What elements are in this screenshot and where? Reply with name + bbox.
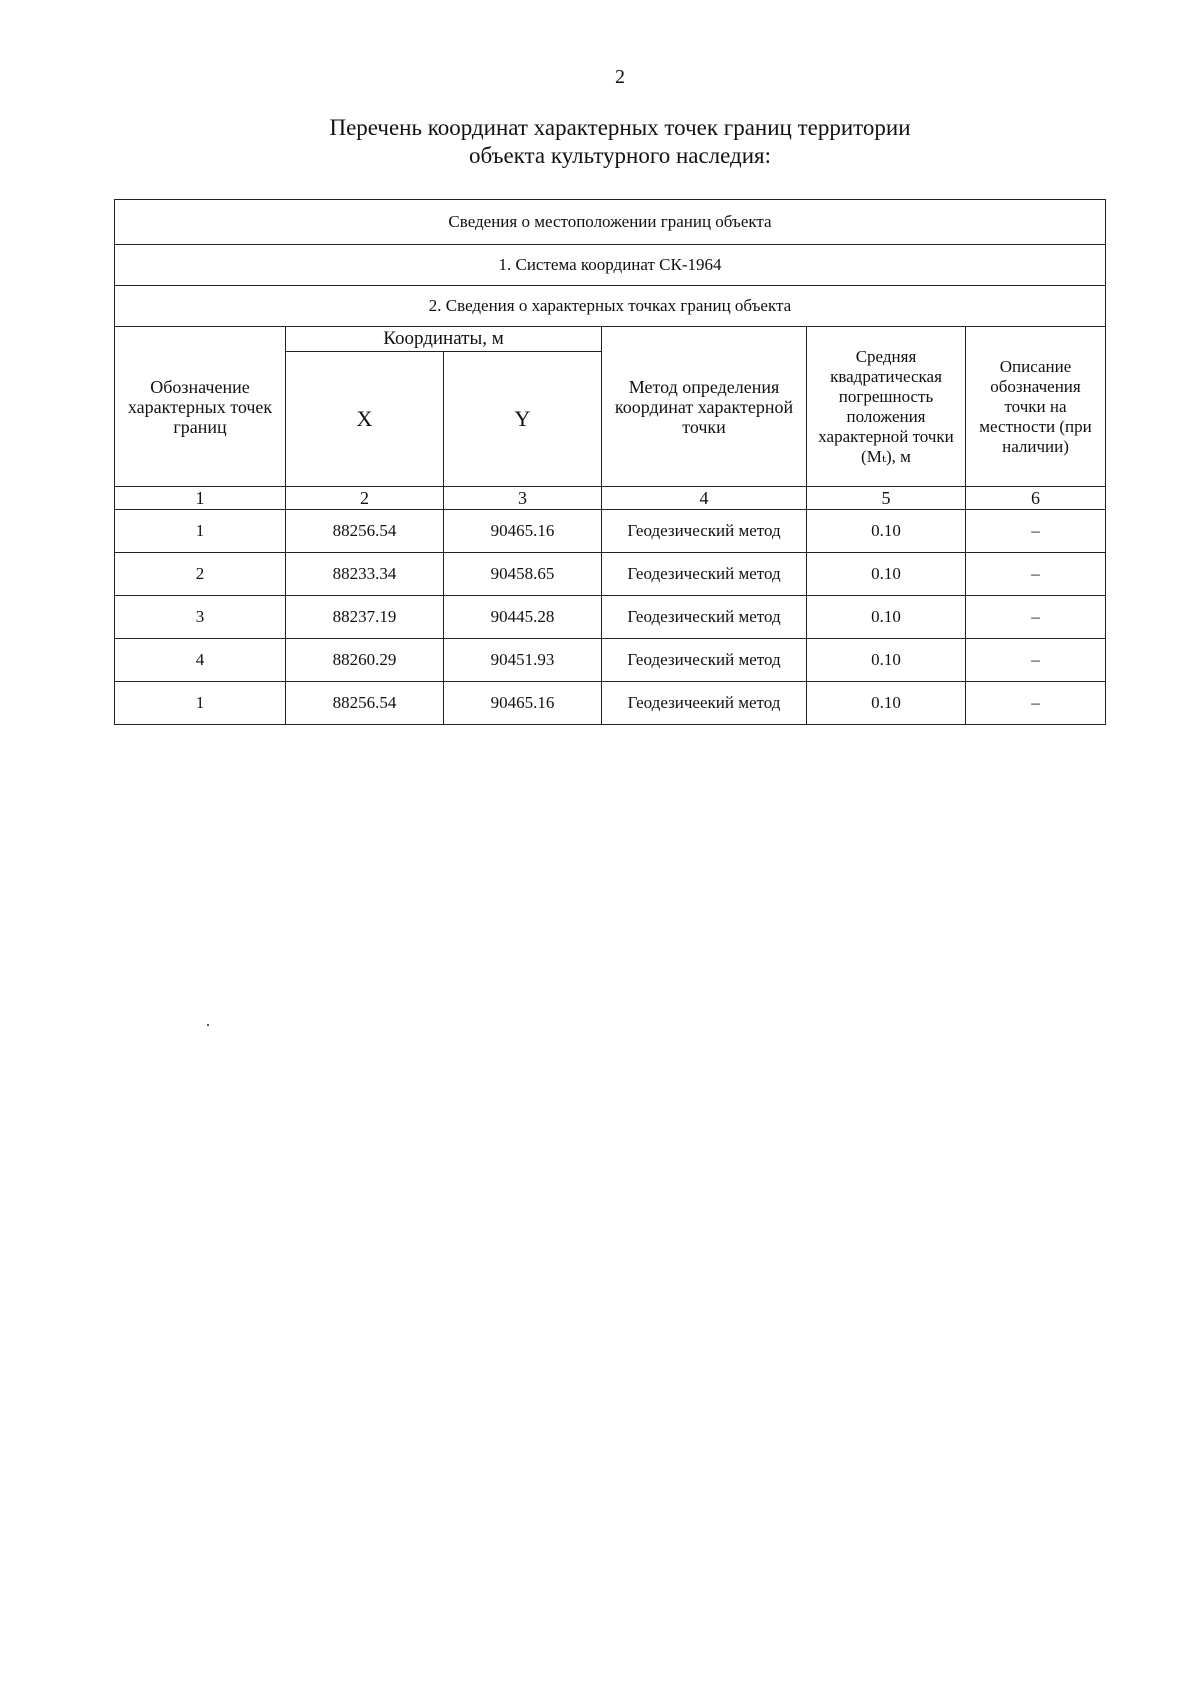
section-header: Сведения о местоположении границ объекта xyxy=(115,200,1106,245)
points-header-row xyxy=(115,286,1106,327)
table-row xyxy=(115,553,1106,596)
document-title-line-2: объекта культурного наследия: xyxy=(468,143,772,168)
column-header-coordinates: Координаты, м xyxy=(286,327,602,352)
coordinates-table xyxy=(114,199,1106,725)
x-coordinate: 88256.54 xyxy=(286,510,444,553)
table-row xyxy=(115,639,1106,682)
x-coordinate: 88260.29 xyxy=(286,639,444,682)
mean-square-error: 0.10 xyxy=(807,596,966,639)
table-row xyxy=(115,510,1106,553)
point-designation: 1 xyxy=(115,682,286,725)
point-designation: 1 xyxy=(115,510,286,553)
column-header-x: X xyxy=(286,352,444,487)
column-number: 6 xyxy=(966,487,1106,510)
column-number-row xyxy=(115,487,1106,510)
column-header-y: Y xyxy=(444,352,602,487)
point-designation: 2 xyxy=(115,553,286,596)
column-header-row-1 xyxy=(115,327,1106,352)
column-number: 2 xyxy=(286,487,444,510)
table-row xyxy=(115,682,1106,725)
method: Геодезический метод xyxy=(602,596,807,639)
point-description: – xyxy=(966,553,1106,596)
column-number: 1 xyxy=(115,487,286,510)
x-coordinate: 88256.54 xyxy=(286,682,444,725)
column-header-designation: Обозначение характерных точек границ xyxy=(115,327,286,487)
column-number: 5 xyxy=(807,487,966,510)
y-coordinate: 90458.65 xyxy=(444,553,602,596)
document-title xyxy=(0,114,1200,170)
method: Геодезический метод xyxy=(602,510,807,553)
point-description: – xyxy=(966,510,1106,553)
y-coordinate: 90445.28 xyxy=(444,596,602,639)
scan-speck xyxy=(207,1024,209,1026)
coordinate-system: 1. Система координат СК-1964 xyxy=(115,245,1106,286)
column-header-error: Средняя квадратическая погрешность положения характерной точки (Mₜ), м xyxy=(807,327,966,487)
coordinate-system-row xyxy=(115,245,1106,286)
document-title-line-1: Перечень координат характерных точек границ территории xyxy=(329,115,911,140)
point-description: – xyxy=(966,596,1106,639)
point-description: – xyxy=(966,639,1106,682)
section-header-row xyxy=(115,200,1106,245)
mean-square-error: 0.10 xyxy=(807,682,966,725)
method: Геодезический метод xyxy=(602,553,807,596)
column-number: 3 xyxy=(444,487,602,510)
x-coordinate: 88237.19 xyxy=(286,596,444,639)
method: Геодезичеекий метод xyxy=(602,682,807,725)
point-designation: 3 xyxy=(115,596,286,639)
column-header-description: Описание обозначения точки на местности (при наличии) xyxy=(966,327,1106,487)
table-row xyxy=(115,596,1106,639)
mean-square-error: 0.10 xyxy=(807,553,966,596)
y-coordinate: 90465.16 xyxy=(444,682,602,725)
column-header-method: Метод определения координат характерной точки xyxy=(602,327,807,487)
x-coordinate: 88233.34 xyxy=(286,553,444,596)
point-description: – xyxy=(966,682,1106,725)
y-coordinate: 90465.16 xyxy=(444,510,602,553)
column-number: 4 xyxy=(602,487,807,510)
mean-square-error: 0.10 xyxy=(807,639,966,682)
y-coordinate: 90451.93 xyxy=(444,639,602,682)
page-number: 2 xyxy=(615,66,625,88)
mean-square-error: 0.10 xyxy=(807,510,966,553)
point-designation: 4 xyxy=(115,639,286,682)
points-header: 2. Сведения о характерных точках границ объекта xyxy=(115,286,1106,327)
method: Геодезический метод xyxy=(602,639,807,682)
